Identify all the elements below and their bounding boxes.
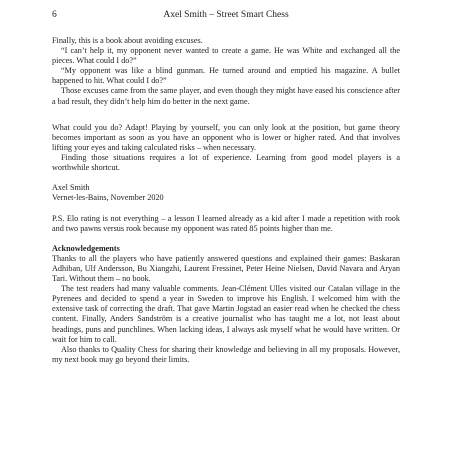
running-title: Axel Smith – Street Smart Chess	[163, 10, 289, 20]
signature-name: Axel Smith	[52, 183, 90, 193]
section-spacer	[52, 173, 400, 183]
section-spacer	[52, 234, 400, 244]
paragraph: Finally, this is a book about avoiding excuses.	[52, 36, 203, 45]
signature-place-date: Vernet-les-Bains, November 2020	[52, 193, 164, 203]
postscript: P.S. Elo rating is not everything – a lesson I learned already as a kid after I made a repetition with rook and two pawns versus rook because my opponent was rated 85 points higher than me.	[52, 213, 400, 233]
paragraph: “My opponent was like a blind gunman. He turned around and emptied his magazine. A bullet happened to hit. What could I do?”	[52, 66, 400, 86]
page-number: 6	[52, 10, 57, 20]
page-header	[52, 10, 400, 24]
section-spacer	[52, 107, 400, 123]
page-body	[52, 36, 400, 365]
paragraph: “I can’t help it, my opponent never wanted to create a game. He was White and exchanged all the pieces. What could I do?”	[52, 46, 400, 66]
paragraph: Those excuses came from the same player, and even though they might have eased his conscience after a bad result, they didn’t help him do better in the next game.	[52, 86, 400, 106]
section-spacer	[52, 203, 400, 213]
paragraph: Also thanks to Quality Chess for sharing their knowledge and believing in all my proposals. However, my next book may go beyond their limits.	[52, 344, 400, 364]
paragraph: Thanks to all the players who have patiently answered questions and explained their games: Baskaran Adhiban, Ulf Andersson, Bu Xiangzhi, Laurent Fressinet, Peter Heine Nielsen, David Navara and Aryan Tari. Without them – no book.	[52, 253, 400, 284]
paragraph: The test readers had many valuable comments. Jean-Clément Ulles visited our Catalan village in the Pyrenees and decided to spend a year in Sweden to improve his English. I welcomed him with the extensive task of correcting the draft. That gave Martin Jogstad an easier read when he checked the chess content. Finally, Anders Sandström is a creative journalist who has taught me a lot, not least about headings, puns and punchlines. When lacking ideas, I always ask myself what he would have written. Or wait for him to call.	[52, 284, 400, 344]
paragraph: What could you do? Adapt! Playing by yourself, you can only look at the position, but game theory becomes important as soon as you have an opponent who is lower or higher rated. And that involves lifting your eyes and taking calculated risks – when necessary.	[52, 122, 400, 152]
paragraph: Finding those situations requires a lot of experience. Learning from good model players is a worthwhile shortcut.	[52, 152, 400, 173]
acknowledgements-heading: Acknowledgements	[52, 243, 120, 253]
